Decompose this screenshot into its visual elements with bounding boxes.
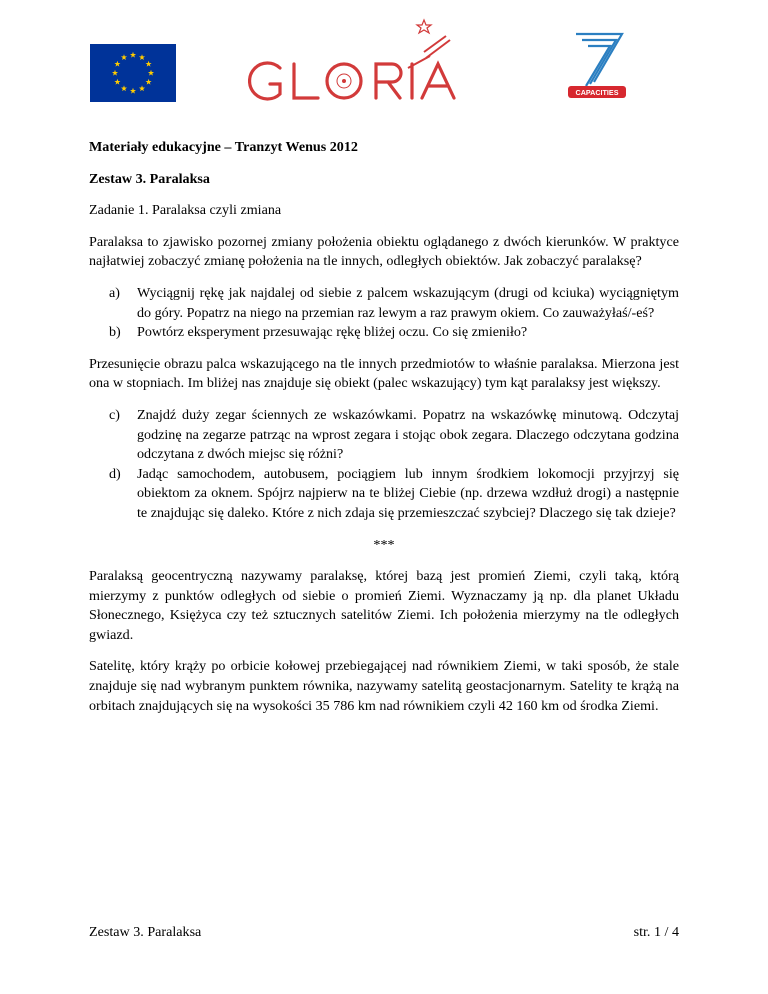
list-item-text: Powtórz eksperyment przesuwając rękę bliżej oczu. Co się zmieniło? <box>137 324 528 341</box>
gloria-logo <box>248 18 470 108</box>
intro-paragraph: Paralaksa to zjawisko pozornej zmiany położenia obiektu oglądanego z dwóch kierunków. W praktyce najłatwiej zobaczyć zmianę położenia na tle innych, odległych obiektów. Jak zobaczyć paralaksę? <box>89 233 679 270</box>
parallax-explanation-paragraph: Przesunięcie obrazu palca wskazującego na tle innych przedmiotów to właśnie paralaksa. Mierzona jest ona w stopniach. Im bliżej nas znajduje się obiekt (palec wskazujący) tym kąt paralaksy jest większy. <box>89 355 679 392</box>
list-marker: d) <box>109 465 121 482</box>
list-marker: c) <box>109 406 120 423</box>
list-item <box>89 284 679 323</box>
list-item-text: Jadąc samochodem, autobusem, pociągiem lub innym środkiem lokomocji przyjrzyj się obiektom za oknem. Spójrz najpierw na te bliżej Ciebie (np. drzewa wzdłuż drogi) a następnie te znajdując się daleko. Które z nich zdaja się przemieszczać szybciej? Dlaczego się tak dzieje? <box>137 465 679 521</box>
exercise-list-2 <box>89 406 679 524</box>
list-marker: a) <box>109 284 120 301</box>
exercise-list-1 <box>89 284 679 343</box>
fp7-capacities-logo <box>558 20 638 106</box>
page-number: str. 1 / 4 <box>633 924 679 940</box>
list-item-text: Wyciągnij rękę jak najdalej od siebie z palcem wskazującym (drugi od kciuka) wyciągniętym do góry. Popatrz na niego na przemian raz lewym a raz prawym okiem. Co zauważyłaś/-eś? <box>137 284 679 321</box>
geostationary-paragraph: Satelitę, który krąży po orbicie kołowej przebiegającej nad równikiem Ziemi, w taki sposób, że stale znajduje się nad wybranym punktem równika, nazywamy satelitą geostacjonarnym. Satelity te krążą na orbitach znajdujących się na wysokości 35 786 km nad równikiem czyli 42 160 km od środka Ziemi. <box>89 658 679 714</box>
header-logos <box>0 0 768 120</box>
fp7-text: CAPACITIES <box>575 88 619 97</box>
list-marker: b) <box>109 324 121 341</box>
list-item <box>89 465 679 524</box>
section-separator: *** <box>373 536 395 553</box>
document-title: Materiały edukacyjne – Tranzyt Wenus 2012 <box>89 139 358 155</box>
footer-set-name: Zestaw 3. Paralaksa <box>89 924 202 940</box>
list-item <box>89 323 679 343</box>
geocentric-parallax-paragraph: Paralaksą geocentryczną nazywamy paralaksę, której bazą jest promień Ziemi, czyli taką, którą mierzymy z punktów odległych od siebie o promień Ziemi. Wyznaczamy ją np. dla planet Układu Słonecznego, Księżyca czy też sztucznych satelitów Ziemi. Ich położenia mierzymy na tle odległych gwiazd. <box>89 568 679 643</box>
eu-flag-logo <box>90 44 176 102</box>
list-item <box>89 406 679 465</box>
list-item-text: Znajdź duży zegar ściennych ze wskazówkami. Popatrz na wskazówkę minutową. Odczytaj godzinę na zegarze patrząc na wprost zegara i stojąc obok zegara. Dlaczego odczytana godzina odczytana z dwóch miejsc się różni? <box>137 406 679 463</box>
set-title: Zestaw 3. Paralaksa <box>89 170 210 187</box>
task-title: Zadanie 1. Paralaksa czyli zmiana <box>89 202 282 219</box>
document-body <box>89 138 679 716</box>
page-footer <box>89 924 679 944</box>
